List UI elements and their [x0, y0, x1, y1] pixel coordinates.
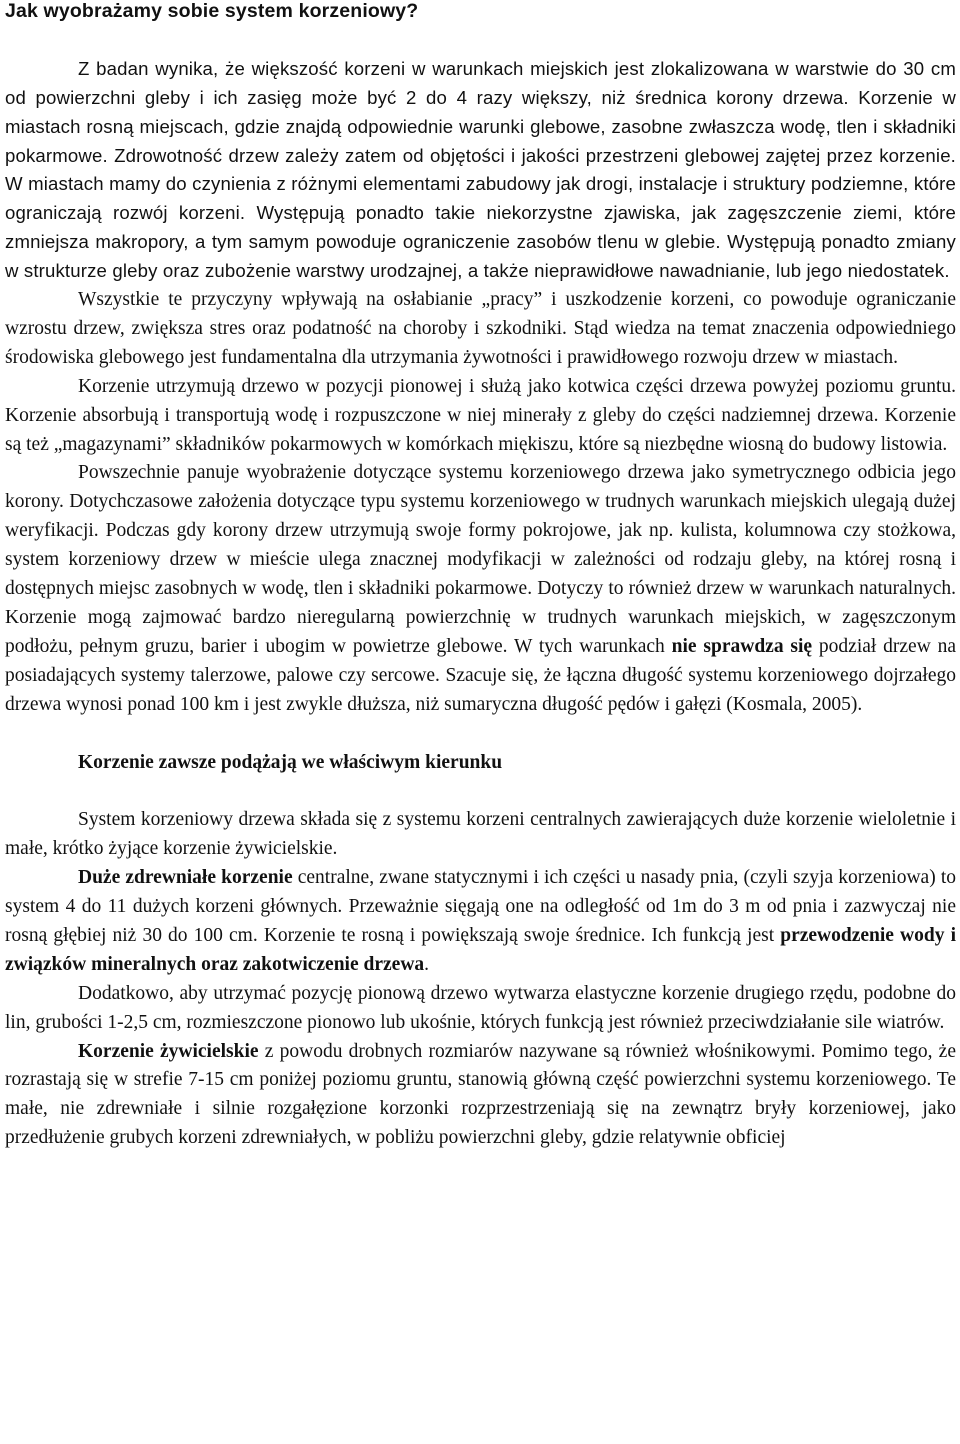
paragraph-urban-roots-part1: Z badan wynika, że większość korzeni w warunkach miejskich jest zlokalizowana w warstwie do 30 cm od powierzchni gleby i ich zasięg może być 2 do 4 razy większy, niż średnica korony drzewa.: [5, 57, 956, 108]
paragraph-root-functions: Korzenie utrzymują drzewo w pozycji pionowej i służą jako kotwica części drzewa powyżej poziomu gruntu. Korzenie absorbują i transportują wodę i rozpuszczone w niej minerały z gleby do części nadziemnej drzewa. Korzenie są też „magazynami” składników pokarmowych w komórkach miękiszu, które są niezbędne wiosną do budowy listowia.: [5, 375, 956, 455]
paragraph-root-system-composition: System korzeniowy drzewa składa się z systemu korzeni centralnych zawierających duże korzenie wieloletnie i małe, krótko żyjące korzenie żywicielskie.: [5, 809, 956, 860]
section-heading-root-direction: Korzenie zawsze podążają we właściwym kierunku: [78, 751, 503, 773]
paragraph-root-shape-text-end: podział drzew na posiadających systemy talerzowe, palowe czy sercowe. Szacuje się, że łączna długość systemu korzeniowego dojrzałego drzewa wynosi ponad 100 km i jest zwykle dłuższa, niż sumaryczna długość pędów i gałęzi (Kosmala, 2005).: [5, 635, 957, 715]
paragraph-root-shape-text: Powszechnie panuje wyobrażenie dotyczące systemu korzeniowego drzewa jako symetrycznego odbicia jego korony. Dotychczasowe założenia dotyczące typu systemu korzeniowego w trudnych warunkach miejskich ulegają dużej weryfikacji. Podczas gdy korony drzew utrzymują swoje formy pokrojowe, jak np. kulista, kolumnowa czy stożkowa, system korzeniowy drzew w mieście ulega znacznej modyfikacji w zależności od rodzaju gleby, na której rosną i dostępnych miejsc zasobnych w wodę, tlen i składniki pokarmowe. Dotyczy to również drzew w warunkach naturalnych. Korzenie mogą zajmować bardzo nieregularną powierzchnię w trudnych warunkach miejskich, w zagęszczonym podłożu, pełnym gruzu, barier i ubogim w powietrze glebowe. W tych warunkach: [5, 462, 956, 657]
blank-line: [5, 777, 956, 806]
paragraph-urban-roots-part3: W miastach mamy do czynienia z różnymi elementami zabudowy jak drogi, instalacje i struktury podziemne, które ograniczają rozwój korzeni. Występują ponadto takie niekorzystne zjawiska, jak zagęszczenie ziemi, które zmniejsza makropory, a tym samym powoduje ograniczenie zasobów tlenu w glebie. Występują ponadto zmiany w strukturze gleby oraz zubożenie warstwy urodzajnej, a także nieprawidłowe nawadnianie, lub jego niedostatek.: [5, 173, 956, 282]
paragraph-large-roots-end: .: [424, 953, 430, 975]
paragraph-feeder-roots-text: z powodu drobnych rozmiarów nazywane są również włośnikowymi. Pomimo tego, że rozrastają się w strefie 7-15 cm poniżej poziomu gruntu, stanowią główną część powierzchni systemu korzeniowego. Te małe, nie zdrewniałe i silnie rozgałęzione korzonki rozprzestrzeniają się na zewnątrz bryły korzeniowej, jako przedłużenie grubych korzeni zdrewniałych, w pobliżu powierzchni gleby, gdzie relatywnie obficiej: [5, 1040, 956, 1149]
paragraph-secondary-roots: Dodatkowo, aby utrzymać pozycję pionową drzewo wytwarza elastyczne korzenie drugiego rzędu, podobne do lin, grubości 1-2,5 cm, rozmieszczone pionowo lub ukośnie, których funkcją jest również przeciwdziałanie sile wiatrów.: [5, 982, 956, 1033]
paragraph-urban-roots-part2: Korzenie w miastach rosną miejscach, gdzie znajdą odpowiednie warunki glebowe, zasobne zwłaszcza wodę, tlen i składniki pokarmowe. Zdrowotność drzew zależy zatem od objętości i jakości przestrzeni glebowej zajętej przez korzenie.: [5, 86, 956, 166]
blank-line: [5, 720, 956, 749]
section-heading-root-system: Jak wyobrażamy sobie system korzeniowy?: [5, 0, 419, 22]
paragraph-root-shape-bold: nie sprawdza się: [671, 635, 813, 657]
paragraph-root-damage: Wszystkie te przyczyny wpływają na osłabianie „pracy” i uszkodzenie korzeni, co powoduje ograniczanie wzrostu drzew, zwiększa stres oraz podatność na choroby i szkodniki. Stąd wiedza na temat znaczenia odpowiedniego środowiska glebowego jest fundamentalna dla utrzymania żywotności i prawidłowego rozwoju drzew w miastach.: [5, 289, 956, 368]
document-page: [5, 0, 956, 1153]
paragraph-large-roots-bold-title: Duże zdrewniałe korzenie: [78, 867, 293, 889]
paragraph-large-roots: [5, 864, 956, 980]
blank-line: [5, 26, 956, 55]
paragraph-feeder-roots: [5, 1038, 956, 1154]
paragraph-feeder-roots-bold-title: Korzenie żywicielskie: [78, 1040, 259, 1062]
paragraph-large-roots-bold-function: przewodzenie wody i związków mineralnych oraz zakotwiczenie drzewa: [5, 924, 957, 975]
paragraph-root-shape: [5, 459, 956, 719]
paragraph-large-roots-text: centralne, zwane statycznymi i ich części u nasady pnia, (czyli szyja korzeniowa) to system 4 do 11 dużych korzeni głównych. Przeważnie sięgają one na odległość od 1m do 3 m od pnia i zazwyczaj nie rosną głębiej niż 30 do 100 cm. Korzenie te rosną i powiększają swoje średnice. Ich funkcją jest: [5, 867, 956, 946]
paragraph-urban-roots: [5, 55, 956, 286]
